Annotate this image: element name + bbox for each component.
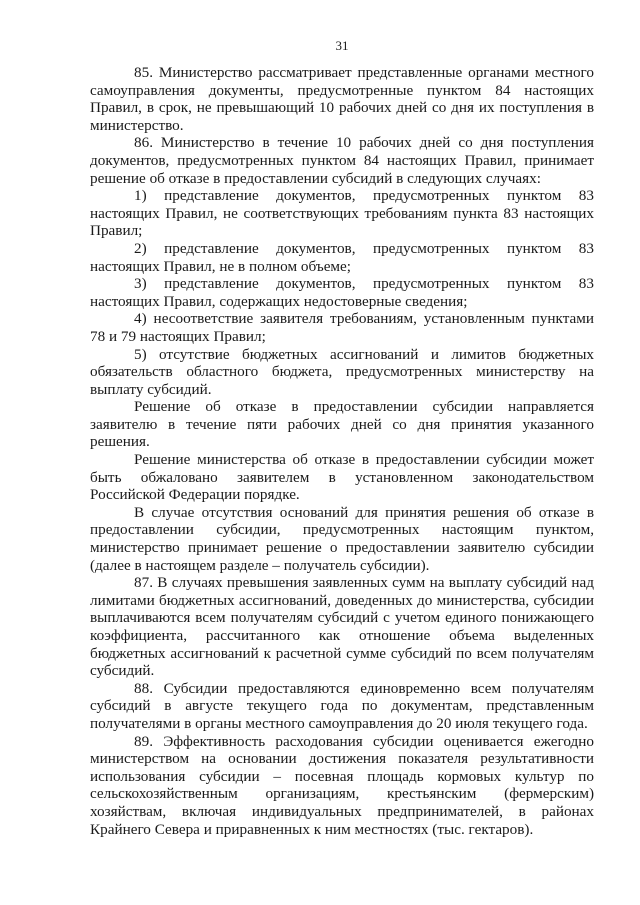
list-item-5: 5) отсутствие бюджетных ассигнований и лимитов бюджетных обязательств областного бюджета, предусмотренных министерству на выплату субсидий. (90, 345, 594, 398)
list-item-2: 2) представление документов, предусмотренных пунктом 83 настоящих Правил, не в полном объеме; (90, 239, 594, 275)
paragraph-87: 87. В случаях превышения заявленных сумм на выплату субсидий над лимитами бюджетных ассигнований, доведенных до министерства, субсидии выплачиваются всем получателям субсидий с учетом единого понижающего коэффициента, рассчитанного как отношение объема выделенных бюджетных ассигнований к расчетной сумме субсидий по всем получателям субсидий. (90, 574, 594, 680)
paragraph-89: 89. Эффективность расходования субсидии оценивается ежегодно министерством на основании достижения показателя результативности использования субсидии – посевная площадь кормовых культур по сельскохозяйственным организациям, крестьянским (фермерским) хозяйствам, включая индивидуальных предпринимателей, в районах Крайнего Севера и приравненных к ним местностях (тыс. гектаров). (90, 732, 594, 838)
list-item-4: 4) несоответствие заявителя требованиям, установленным пунктами 78 и 79 настоящих Правил; (90, 310, 594, 345)
paragraph-grant-decision: В случае отсутствия оснований для принятия решения об отказе в предоставлении субсидии, предусмотренных настоящим пунктом, министерство принимает решение о предоставлении заявителю субсидии (далее в настоящем разделе – получатель субсидии). (90, 503, 594, 574)
list-item-3: 3) представление документов, предусмотренных пунктом 83 настоящих Правил, содержащих недостоверные сведения; (90, 275, 594, 310)
page-number: 31 (335, 38, 349, 53)
list-item-1: 1) представление документов, предусмотренных пунктом 83 настоящих Правил, не соответствующих требованиям пункта 83 настоящих Правил; (90, 187, 594, 240)
paragraph-refusal-notice: Решение об отказе в предоставлении субсидии направляется заявителю в течение пяти рабочих дней со дня принятия указанного решения. (90, 398, 594, 451)
paragraph-86: 86. Министерство в течение 10 рабочих дней со дня поступления документов, предусмотренных пунктом 84 настоящих Правил, принимает решение об отказе в предоставлении субсидий в следующих случаях: (90, 134, 594, 187)
paragraph-88: 88. Субсидии предоставляются единовременно всем получателям субсидий в августе текущего года по документам, представленным получателями в органы местного самоуправления до 20 июля текущего года. (90, 679, 594, 732)
paragraph-85: 85. Министерство рассматривает представленные органами местного самоуправления документы, предусмотренные пунктом 84 настоящих Правил, в срок, не превышающий 10 рабочих дней со дня их поступления в министерство. (90, 64, 594, 134)
paragraph-appeal: Решение министерства об отказе в предоставлении субсидии может быть обжаловано заявителем в установленном законодательством Российской Федерации порядке. (90, 451, 594, 504)
